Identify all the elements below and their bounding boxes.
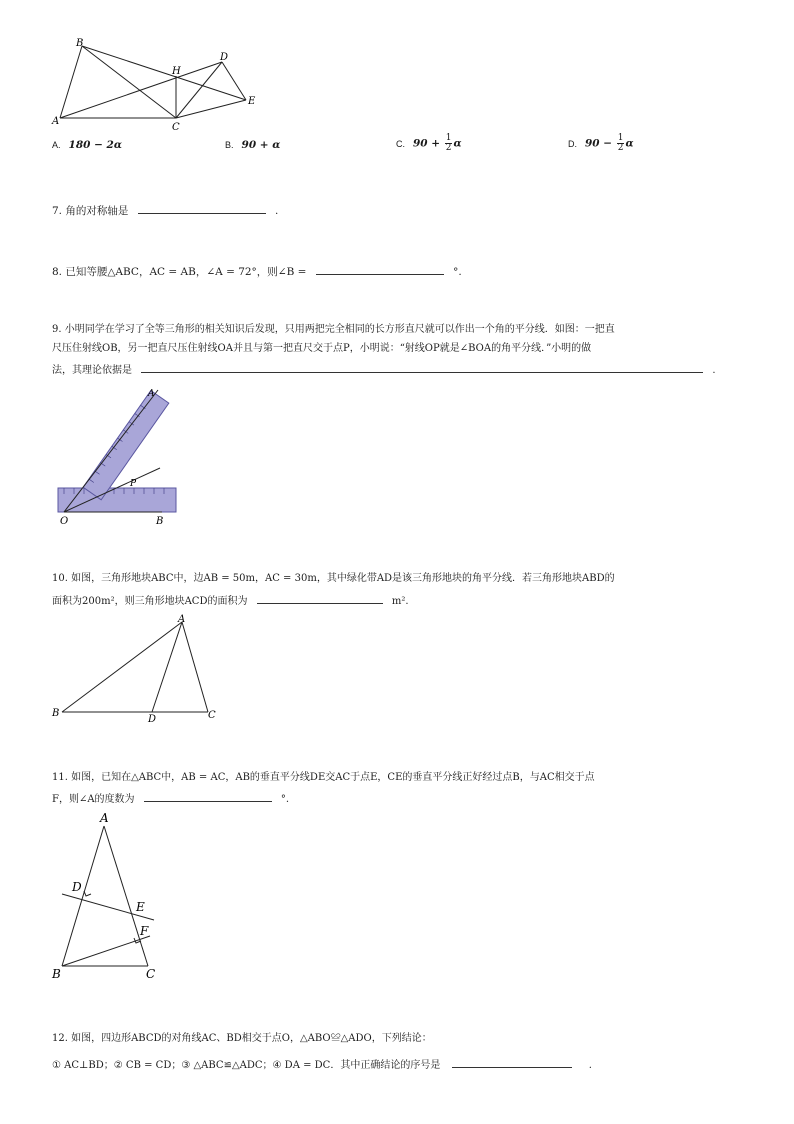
fig10-label-A: A	[178, 614, 186, 625]
q11-line1: 11. 如图，已知在△ABC中，AB = AC，AB的垂直平分线DE交AC于点E，CE的垂直平分线正好经过点B，与AC相交于点	[52, 772, 595, 783]
q8-text: 8. 已知等腰△ABC，AC = AB，∠A = 72°，则∠B = °.	[52, 263, 462, 279]
q10-line2: 面积为200m²，则三角形地块ACD的面积为 m².	[52, 592, 409, 609]
q7-text: 7. 角的对称轴是 .	[52, 202, 278, 218]
q10-figure	[50, 612, 230, 724]
fig6-label-C: C	[172, 122, 180, 132]
option-letter: D.	[568, 138, 577, 149]
fig9-label-P: P	[130, 479, 137, 489]
q9-figure	[50, 382, 190, 530]
fig6-label-E: E	[248, 96, 256, 107]
horizontal-ruler	[58, 488, 176, 512]
fig10-label-C: C	[208, 710, 216, 721]
fig11-label-D: D	[72, 880, 82, 894]
q12-line2: ① AC⊥BD；② CB = CD；③ △ABC≌△ADC；④ DA = DC．其中正确结论的序号是 .	[52, 1056, 592, 1073]
q10-answer-blank[interactable]	[257, 592, 383, 604]
fig11-label-B: B	[52, 967, 61, 981]
fraction: $\frac{1}{2}$	[617, 133, 624, 153]
q10-line1: 10. 如图，三角形地块ABC中，边AB = 50m，AC = 30m，其中绿化带AD是该三角形地块的角平分线．若三角形地块ABD的	[52, 573, 615, 584]
fig9-label-A: A	[148, 389, 155, 399]
q12-line1: 12. 如图，四边形ABCD的对角线AC、BD相交于点O，△ABO≌△ADO，下列结论：	[52, 1033, 432, 1044]
q9-line1: 9. 小明同学在学习了全等三角形的相关知识后发现，只用两把完全相同的长方形直尺就可以作出一个角的平分线．如图：一把直	[52, 324, 615, 335]
q8-answer-blank[interactable]	[316, 263, 444, 275]
q6-option-c: C. 90 + $\frac{1}{2}$ α	[396, 133, 462, 153]
fig6-label-H: H	[172, 66, 181, 77]
fraction: $\frac{1}{2}$	[445, 133, 452, 153]
option-value: 90 +	[413, 137, 444, 150]
fig11-label-C: C	[146, 967, 156, 981]
q7-answer-blank[interactable]	[138, 202, 266, 214]
q6-figure	[50, 36, 270, 132]
option-value: 180 − 2α	[68, 139, 122, 151]
fig11-label-E: E	[136, 900, 145, 914]
fig6-label-B: B	[76, 38, 84, 49]
q6-option-b	[225, 139, 280, 151]
q9-answer-blank[interactable]	[141, 361, 703, 373]
q11-answer-blank[interactable]	[144, 790, 272, 802]
fig11-label-A: A	[100, 812, 109, 825]
q9-line3: 法，其理论依据是 .	[52, 361, 716, 378]
fig6-label-D: D	[220, 52, 229, 63]
q11-line2: F，则∠A的度数为 °.	[52, 790, 289, 807]
q6-option-a	[52, 139, 122, 151]
option-value: 90 −	[585, 137, 616, 150]
q6-option-d: D. 90 − $\frac{1}{2}$ α	[568, 133, 634, 153]
option-letter: C.	[396, 138, 405, 149]
fig6-label-A: A	[52, 116, 60, 127]
option-letter: A.	[52, 140, 61, 150]
option-letter: B.	[225, 140, 234, 150]
fig10-label-D: D	[148, 714, 157, 724]
q11-figure	[50, 812, 170, 982]
q9-line2: 尺压住射线OB，另一把直尺压住射线OA并且与第一把直尺交于点P，小明说：“射线OP就是∠BOA的角平分线．”小明的做	[52, 343, 592, 354]
fig11-label-F: F	[140, 924, 149, 938]
q12-answer-blank[interactable]	[452, 1056, 572, 1068]
fig9-label-B: B	[156, 516, 164, 527]
fig10-label-B: B	[52, 708, 60, 719]
option-value: 90 + α	[241, 139, 281, 151]
fig9-label-O: O	[60, 516, 69, 527]
